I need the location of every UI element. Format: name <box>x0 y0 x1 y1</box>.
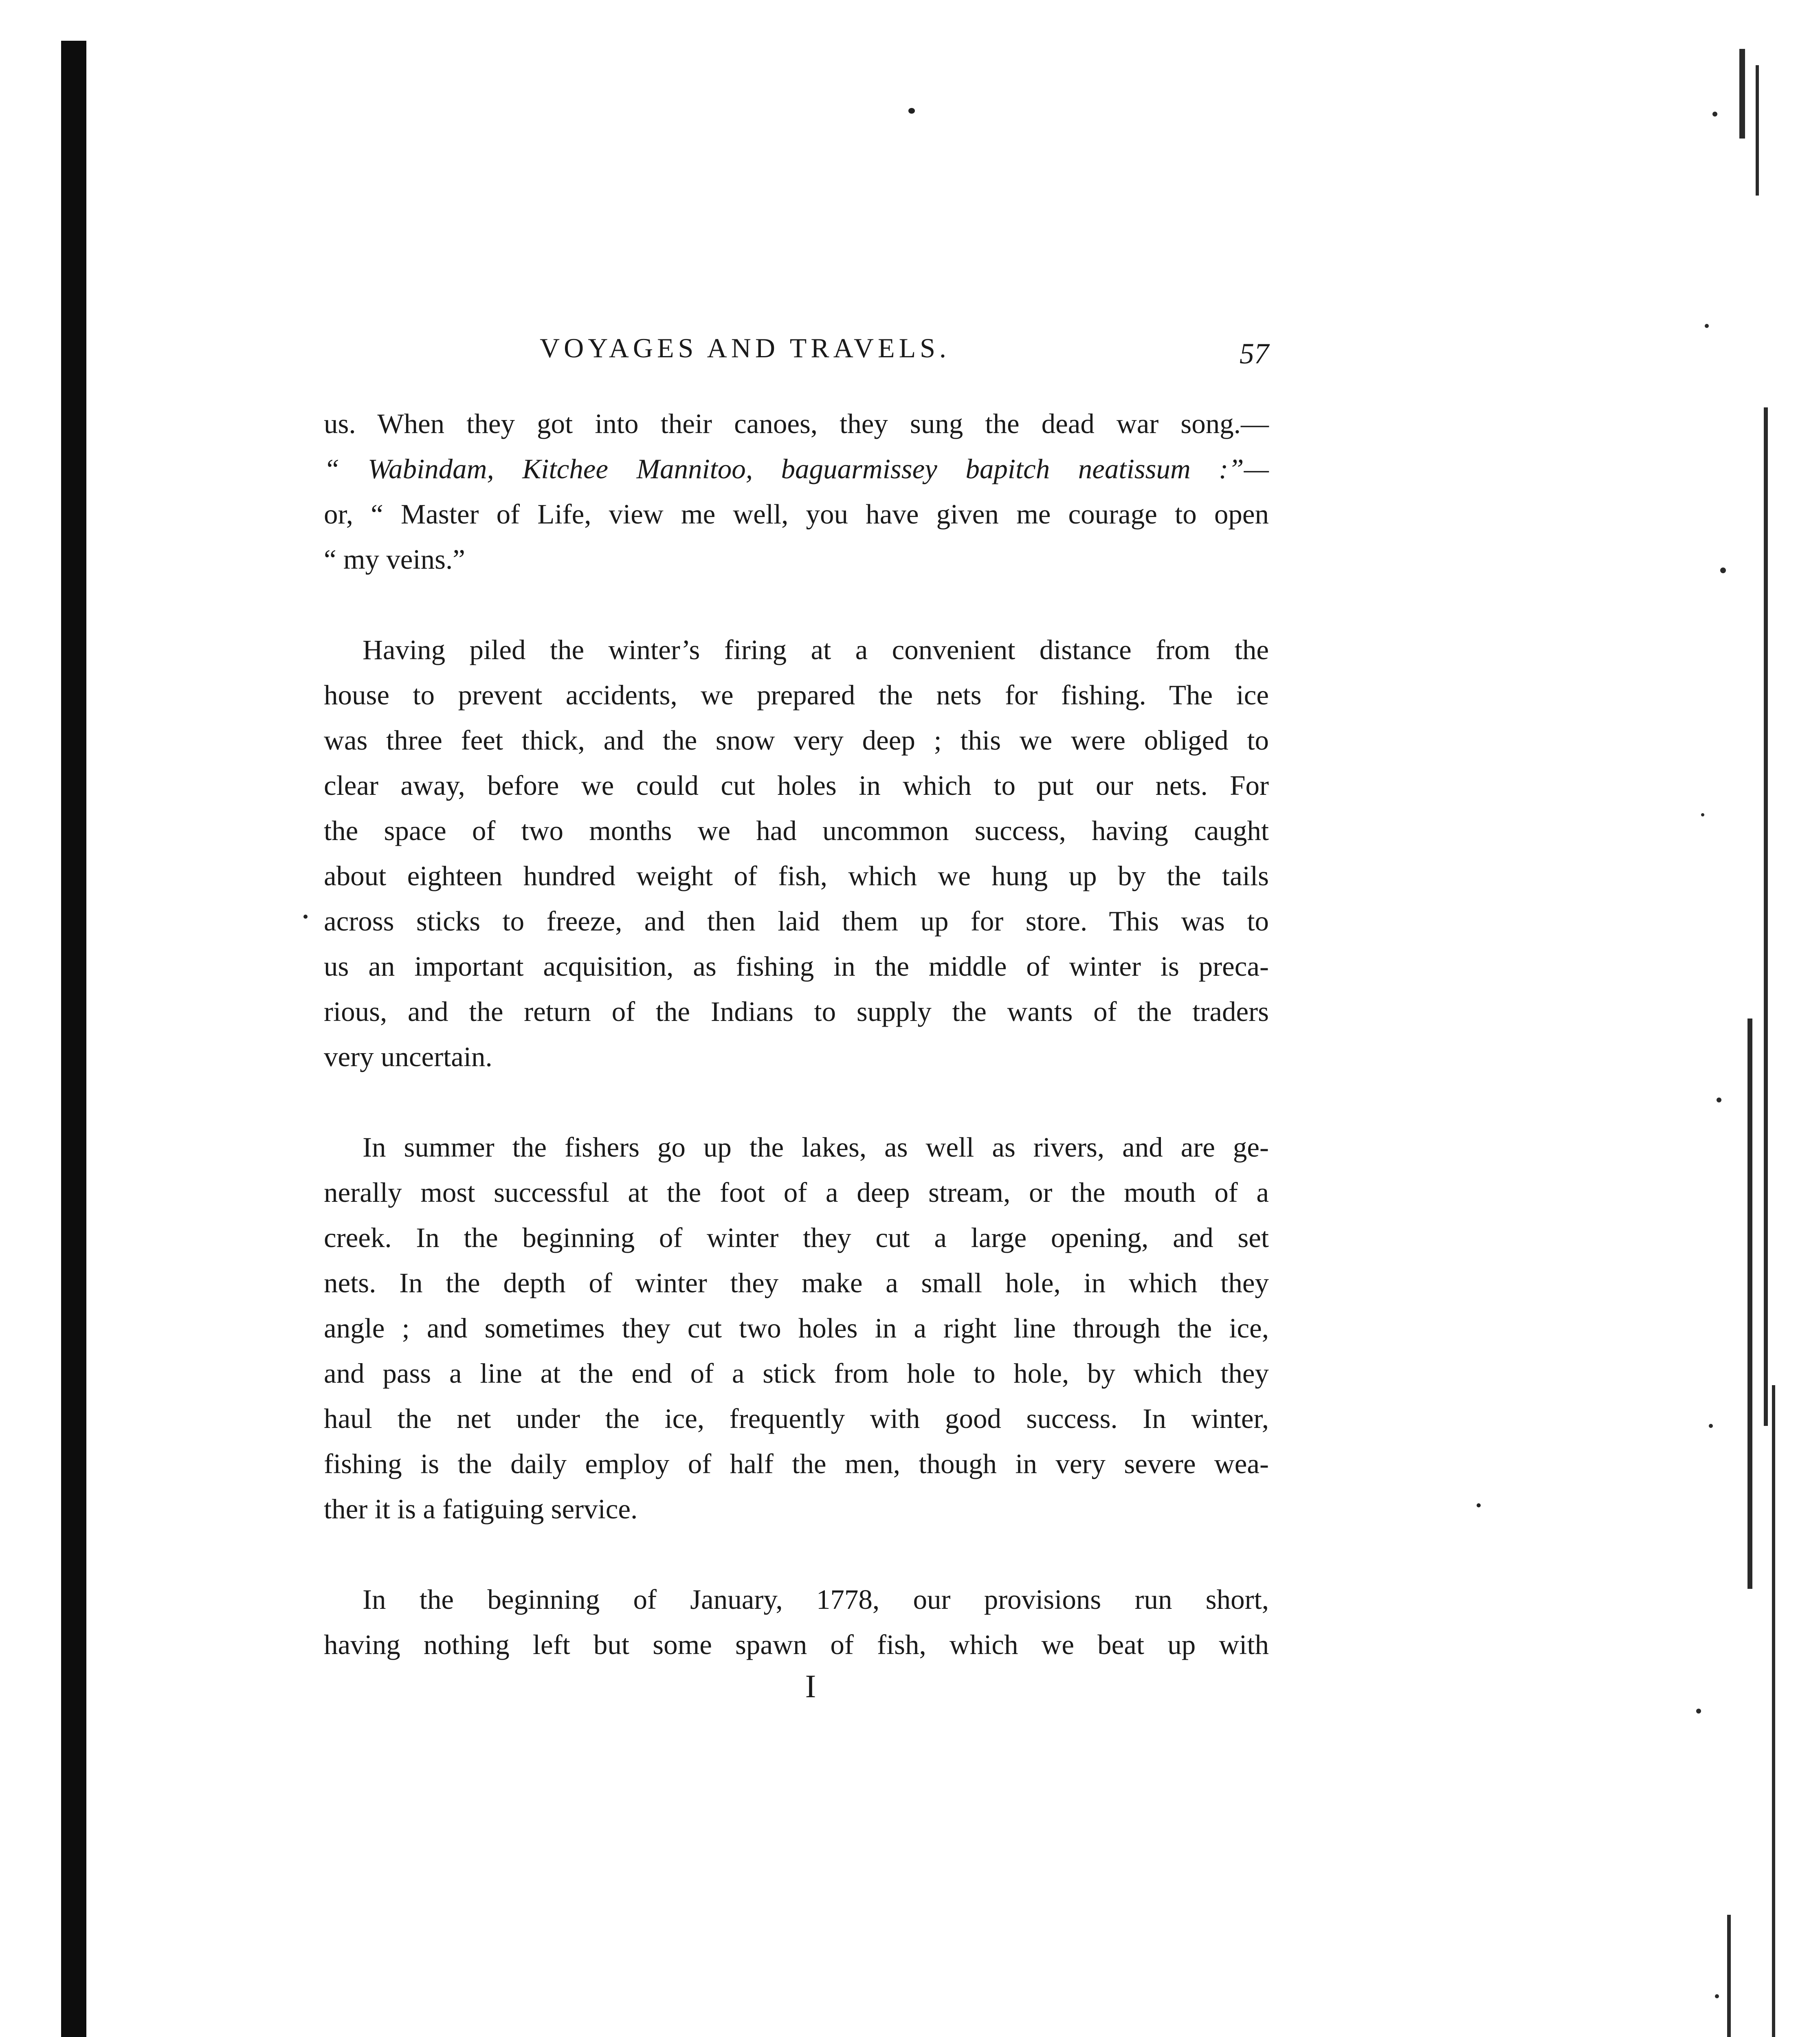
paragraph <box>324 1125 1269 1532</box>
page-number: 57 <box>1240 337 1269 370</box>
text-line: clear away, before we could cut holes in which to put our nets. For <box>324 770 1269 801</box>
running-head <box>324 328 1269 373</box>
paragraph <box>324 401 1269 582</box>
text-line: fishing is the daily employ of half the men, though in very severe wea- <box>324 1448 1269 1479</box>
paragraph <box>324 627 1269 1080</box>
text-line: rious, and the return of the Indians to supply the wants of the traders <box>324 996 1269 1027</box>
text-line: house to prevent accidents, we prepared the nets for fishing. The ice <box>324 680 1269 711</box>
binding-shadow <box>61 41 86 2037</box>
text-line: and pass a line at the end of a stick from hole to hole, by which they <box>324 1358 1269 1389</box>
text-line: In the beginning of January, 1778, our provisions run short, <box>363 1584 1269 1615</box>
text-line: nerally most successful at the foot of a deep stream, or the mouth of a <box>324 1177 1269 1208</box>
text-line: nets. In the depth of winter they make a small hole, in which they <box>324 1267 1269 1298</box>
running-title: VOYAGES AND TRAVELS. <box>540 332 950 363</box>
ink-speck <box>908 108 915 114</box>
text-line: angle ; and sometimes they cut two holes in a right line through the ice, <box>324 1313 1269 1344</box>
text-line: us. When they got into their canoes, they sung the dead war song.— <box>324 408 1269 439</box>
text-line: or, “ Master of Life, view me well, you have given me courage to open <box>324 499 1269 530</box>
text-line: ther it is a fatiguing service. <box>324 1494 638 1524</box>
paragraph <box>324 1577 1269 1667</box>
ink-speck <box>303 915 308 919</box>
ink-speck <box>1477 1503 1481 1507</box>
text-line: the space of two months we had uncommon success, having caught <box>324 815 1269 846</box>
text-line: haul the net under the ice, frequently with good success. In winter, <box>324 1403 1269 1434</box>
text-line: having nothing left but some spawn of fish, which we beat up with <box>324 1629 1269 1660</box>
text-line: very uncertain. <box>324 1041 492 1072</box>
signature-mark: I <box>805 1669 816 1705</box>
text-line: Having piled the winter’s firing at a convenient distance from the <box>363 634 1269 665</box>
text-line: “ Wabindam, Kitchee Mannitoo, baguarmissey bapitch neatissum :”— <box>324 453 1269 484</box>
text-line: us an important acquisition, as fishing in the middle of winter is preca- <box>324 951 1269 982</box>
text-line: creek. In the beginning of winter they cut a large opening, and set <box>324 1222 1269 1253</box>
text-line: “ my veins.” <box>324 544 465 575</box>
text-line: about eighteen hundred weight of fish, which we hung up by the tails <box>324 860 1269 891</box>
page-edge-noise <box>1678 41 1784 2037</box>
body-text <box>324 401 1269 1667</box>
text-line: In summer the fishers go up the lakes, as well as rivers, and are ge- <box>363 1132 1269 1163</box>
text-line: across sticks to freeze, and then laid them up for store. This was to <box>324 906 1269 937</box>
text-line: was three feet thick, and the snow very deep ; this we were obliged to <box>324 725 1269 756</box>
